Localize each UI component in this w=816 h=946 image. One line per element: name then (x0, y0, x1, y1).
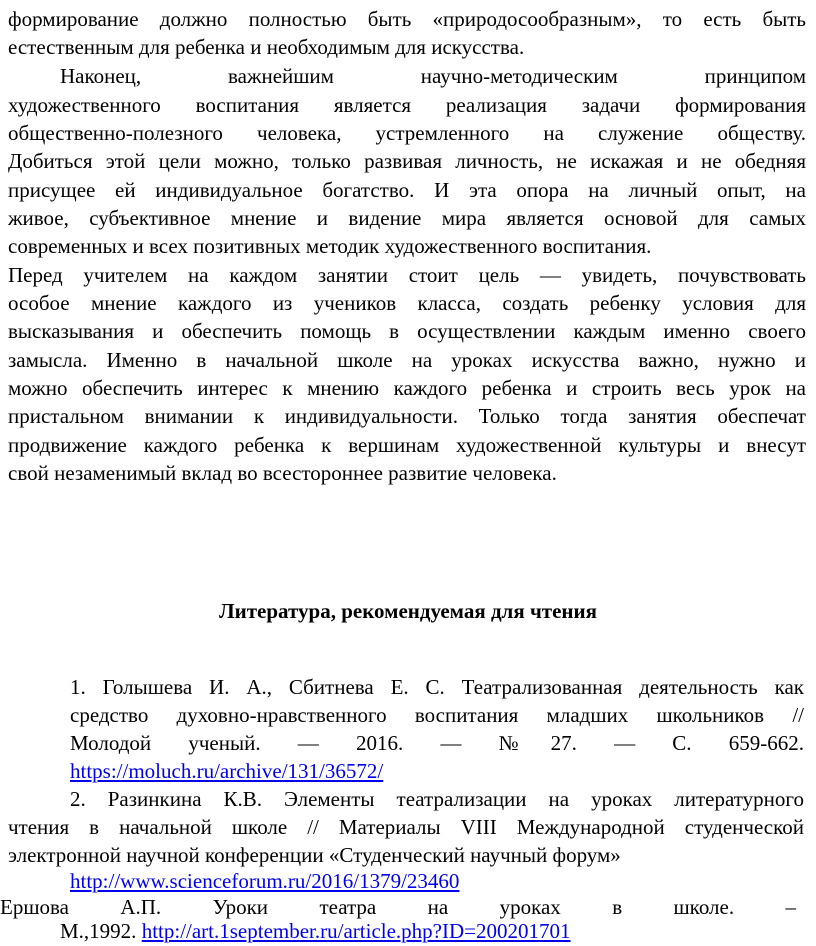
reference-link[interactable]: http://www.scienceforum.ru/2016/1379/23460 (70, 869, 460, 893)
paragraph-line: присущее ей индивидуальное богатство. И эта опора на личный опыт, на (8, 178, 806, 202)
reference-line: средство духовно-нравственного воспитания младших школьников // (70, 703, 804, 727)
reference-line: М.,1992. (60, 919, 142, 943)
paragraph-line: художественного воспитания является реализация задачи формирования (8, 93, 806, 117)
paragraph-line: Перед учителем на каждом занятии стоит цель — увидеть, почувствовать (8, 263, 806, 287)
references-heading: Литература, рекомендуемая для чтения (218, 599, 597, 623)
paragraph-line: свой незаменимый вклад во всестороннее развитие человека. (8, 461, 557, 485)
paragraph-line: живое, субъективное мнение и видение мира является основой для самых (8, 206, 806, 230)
reference-line: Молодой ученый. — 2016. — №27. — С. 659-662. (70, 731, 804, 755)
reference-line: 1. Голышева И. А., Сбитнева Е. С. Театрализованная деятельность как (70, 675, 804, 699)
reference-line: электронной научной конференции «Студенческий научный форум» (8, 843, 621, 867)
paragraph-line: высказывания и обеспечить помощь в осуществлении каждым именно своего (8, 319, 806, 343)
paragraph-line: формирование должно полностью быть «природосообразным», то есть быть (8, 7, 806, 31)
paragraph-line: Добиться этой цели можно, только развивая личность, не искажая и не обедняя (8, 149, 806, 173)
paragraph-line: общественно-полезного человека, устремленного на служение обществу. (8, 121, 806, 145)
paragraph-line: особое мнение каждого из учеников класса, создать ребенку условия для (8, 291, 806, 315)
paragraph-line: современных и всех позитивных методик художественного воспитания. (8, 234, 652, 258)
reference-line: 2. Разинкина К.В. Элементы театрализации на уроках литературного (70, 787, 804, 811)
paragraph-line: Наконец, важнейшим научно-методическим принципом (60, 64, 806, 88)
reference-link[interactable]: https://moluch.ru/archive/131/36572/ (70, 759, 384, 783)
reference-line: чтения в начальной школе // Материалы VIII Международной студенческой (8, 815, 804, 839)
paragraph-line: продвижение каждого ребенка к вершинам художественной культуры и внесут (8, 433, 806, 457)
paragraph-line: замысла. Именно в начальной школе на уроках искусства важно, нужно и (8, 348, 806, 372)
reference-line: Ершова А.П. Уроки театра на уроках в школе. – (0, 895, 796, 919)
reference-link[interactable]: http://art.1september.ru/article.php?ID=200201701 (141, 919, 571, 943)
paragraph-line: естественным для ребенка и необходимым для искусства. (8, 35, 525, 59)
paragraph-line: можно обеспечить интерес к мнению каждого ребенка и строить весь урок на (8, 376, 806, 400)
paragraph-line: пристальном внимании к индивидуальности. Только тогда занятия обеспечат (8, 404, 806, 428)
